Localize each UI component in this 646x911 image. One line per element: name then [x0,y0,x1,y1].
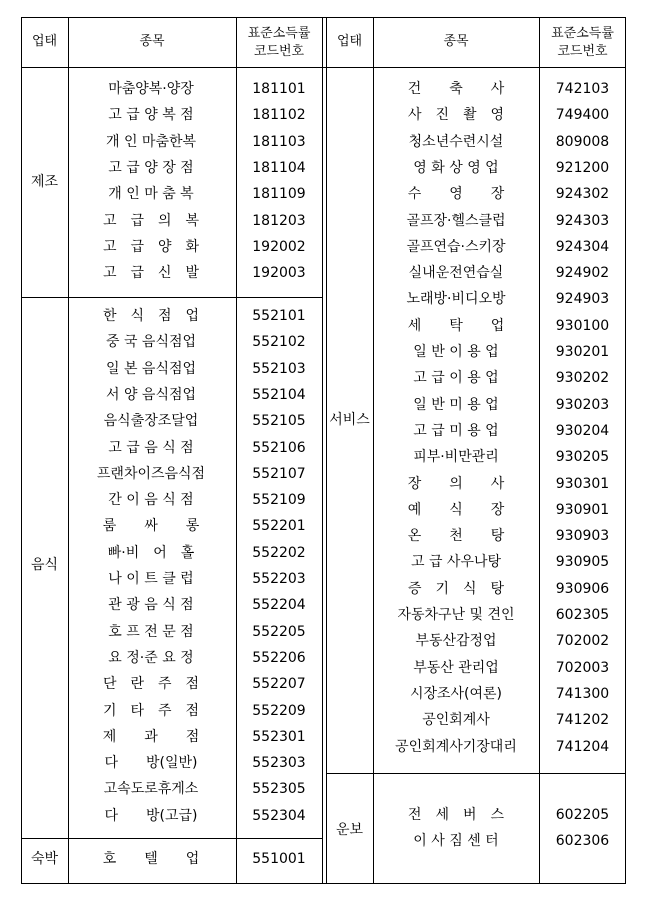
table-cell-item: 고 급 양 장 점 [108,159,194,176]
group-line-right-1 [326,773,626,774]
table-cell-item: 시장조사(여론) [409,685,503,702]
table-cell-code: 741204 [555,738,610,755]
industry-label-service: 서비스 [329,412,370,428]
table-cell-item: 자동차구난 및 견인 [397,607,515,623]
table-cell-code: 181101 [252,81,306,97]
table-cell-code: 552107 [252,465,306,482]
table-cell-item: 요 정·준 요 정 [108,649,194,666]
table-cell-code: 602306 [555,833,610,850]
table-cell-item: 세 탁 업 [407,317,505,334]
header-code-left-line1: 표준소득률 [247,26,311,41]
divider-right-industry [373,17,374,884]
table-cell-item: 고 급 이 용 업 [413,370,499,387]
table-cell-code: 702003 [555,659,610,676]
table-cell-item: 예 식 장 [407,501,505,518]
table-cell-item: 고 급 사우나탕 [410,554,502,571]
table-cell-code: 749400 [555,107,610,124]
table-cell-item: 이 사 짐 센 터 [413,833,499,850]
table-cell-item: 중 국 음식점업 [105,334,197,351]
table-cell-item: 고속도로휴게소 [103,781,199,798]
table-cell-item: 호 프 전 문 점 [108,623,194,640]
table-cell-code: 552205 [252,623,306,640]
table-cell-item: 수 영 장 [407,186,505,203]
table-cell-item: 고 급 양 화 [102,238,200,255]
table-cell-code: 924303 [555,212,610,229]
table-cell-code: 551001 [252,851,306,867]
table-cell-item: 청소년수련시설 [408,133,504,150]
table-cell-item: 서 양 음식점업 [105,386,197,403]
table-cell-item: 증 기 식 탕 [407,580,505,597]
table-cell-item: 골프장·헬스클럽 [406,212,506,229]
header-code-left-line2: 코드번호 [253,44,305,59]
table-cell-code: 552202 [252,544,306,561]
table-cell-code: 742103 [555,81,610,97]
table-cell-code: 552301 [252,728,306,745]
table-cell-code: 181203 [252,212,306,229]
table-cell-code: 930905 [555,554,610,571]
table-cell-code: 552104 [252,386,306,403]
table-cell-item: 룸 싸 롱 [102,518,200,535]
table-cell-code: 192002 [252,238,306,255]
table-cell-item: 빠·비 어 홀 [107,544,195,561]
table-cell-code: 924302 [555,186,610,203]
table-cell-code: 552201 [252,518,306,535]
table-cell-item: 장 의 사 [407,475,505,492]
header-industry-left: 업태 [31,34,58,49]
table-cell-code: 192003 [252,265,306,282]
table-cell-code: 552207 [252,676,306,693]
table-cell-item: 마춤양복·양장 [108,81,194,97]
table-cell-code: 552109 [252,492,306,509]
table-cell-item: 고 급 의 복 [102,212,200,229]
table-cell-item: 다 방(고급) [104,807,198,824]
table-cell-code: 552304 [252,807,306,824]
table-cell-code: 930903 [555,528,610,545]
table-cell-code: 930906 [555,580,610,597]
divider-left-industry [68,17,69,884]
table-cell-item: 개 인 마춤한복 [105,133,197,150]
table-cell-code: 930301 [555,475,610,492]
group-line-left-2 [21,838,322,839]
table-cell-item: 피부·비만관리 [413,449,499,466]
table-cell-code: 930201 [555,344,610,360]
table-cell-code: 602305 [555,607,610,623]
table-cell-item: 일 반 이 용 업 [413,344,499,360]
table-cell-item: 한 식 점 업 [102,308,200,324]
table-cell-item: 일 본 음식점업 [105,360,197,377]
table-cell-item: 건 축 사 [407,81,505,97]
table-cell-item: 고 급 양 복 점 [108,107,194,124]
header-code-right-line2: 코드번호 [557,44,608,59]
table-cell-code: 552105 [252,413,306,430]
table-cell-item: 간 이 음 식 점 [108,492,194,509]
table-cell-item: 고 급 음 식 점 [108,439,194,456]
table-cell-code: 552102 [252,334,306,351]
table-cell-item: 영 화 상 영 업 [413,159,499,176]
group-line-left-1 [21,297,322,298]
table-cell-item: 관 광 음 식 점 [108,597,194,614]
table-cell-code: 930204 [555,422,610,439]
table-cell-item: 제 과 점 [102,728,200,745]
table-cell-code: 921200 [555,159,610,176]
table-cell-item: 노래방·비디오방 [406,291,506,308]
table-cell-item: 고 급 신 발 [102,265,200,282]
industry-label-transport: 운보 [335,822,364,838]
table-cell-code: 741202 [555,712,610,729]
table-cell-code: 602205 [555,807,610,823]
table-cell-code: 552303 [252,755,306,772]
table-cell-item: 다 방(일반) [104,755,198,772]
table-cell-code: 181103 [252,133,306,150]
table-cell-item: 단 란 주 점 [102,676,200,693]
table-cell-item: 온 천 탕 [407,528,505,545]
table-cell-item: 공인회계사 [422,712,490,729]
table-cell-item: 실내운전연습실 [408,265,504,282]
table-cell-code: 924304 [555,238,610,255]
table-cell-item: 일 반 미 용 업 [413,396,499,413]
table-cell-code: 924903 [555,291,610,308]
table-cell-item: 나 이 트 클 럽 [108,571,194,587]
table-cell-code: 552203 [252,571,306,587]
table-cell-code: 552103 [252,360,306,377]
table-cell-item: 기 타 주 점 [102,702,200,719]
table-cell-code: 930202 [555,370,610,387]
table-cell-code: 181102 [252,107,306,124]
table-cell-code: 552209 [252,702,306,719]
table-cell-item: 전 세 버 스 [407,807,505,823]
table-cell-code: 552106 [252,439,306,456]
table-cell-code: 924902 [555,265,610,282]
table-cell-code: 930205 [555,449,610,466]
table-cell-code: 552206 [252,649,306,666]
table-cell-item: 호 텔 업 [102,851,200,867]
table-cell-code: 930901 [555,501,610,518]
table-cell-code: 552204 [252,597,306,614]
table-cell-code: 702002 [555,633,610,650]
table-cell-item: 사 진 촬 영 [407,107,505,124]
table-cell-code: 930203 [555,396,610,413]
header-bottom-line [21,67,626,68]
table-cell-item: 골프연습·스키장 [406,238,506,255]
table-cell-item: 고 급 미 용 업 [413,422,499,439]
table-cell-item: 음식출장조달업 [103,413,199,430]
header-item-left: 종목 [139,34,165,49]
table-cell-code: 809008 [555,133,610,150]
table-cell-code: 181109 [252,186,306,203]
table-cell-item: 프랜차이즈음식점 [96,465,206,482]
table-cell-code: 741300 [555,685,610,702]
header-industry-right: 업태 [336,34,363,49]
table-cell-code: 181104 [252,159,306,176]
divider-center-1 [322,17,323,884]
table-cell-item: 부동산 관리업 [413,659,499,676]
table-cell-code: 930100 [555,317,610,334]
header-item-right: 종목 [443,34,469,49]
industry-label-food: 음식 [30,557,59,573]
industry-label-manufacturing: 제조 [30,174,59,190]
table-cell-code: 552101 [252,308,306,324]
header-code-right-line1: 표준소득률 [551,26,614,41]
table-cell-item: 공인회계사기장대리 [395,738,517,755]
divider-center-2 [326,17,327,884]
table-cell-code: 552305 [252,781,306,798]
table-cell-item: 개 인 마 춤 복 [108,186,194,203]
industry-label-lodging: 숙박 [30,851,59,867]
table-cell-item: 부동산감정업 [415,633,497,650]
